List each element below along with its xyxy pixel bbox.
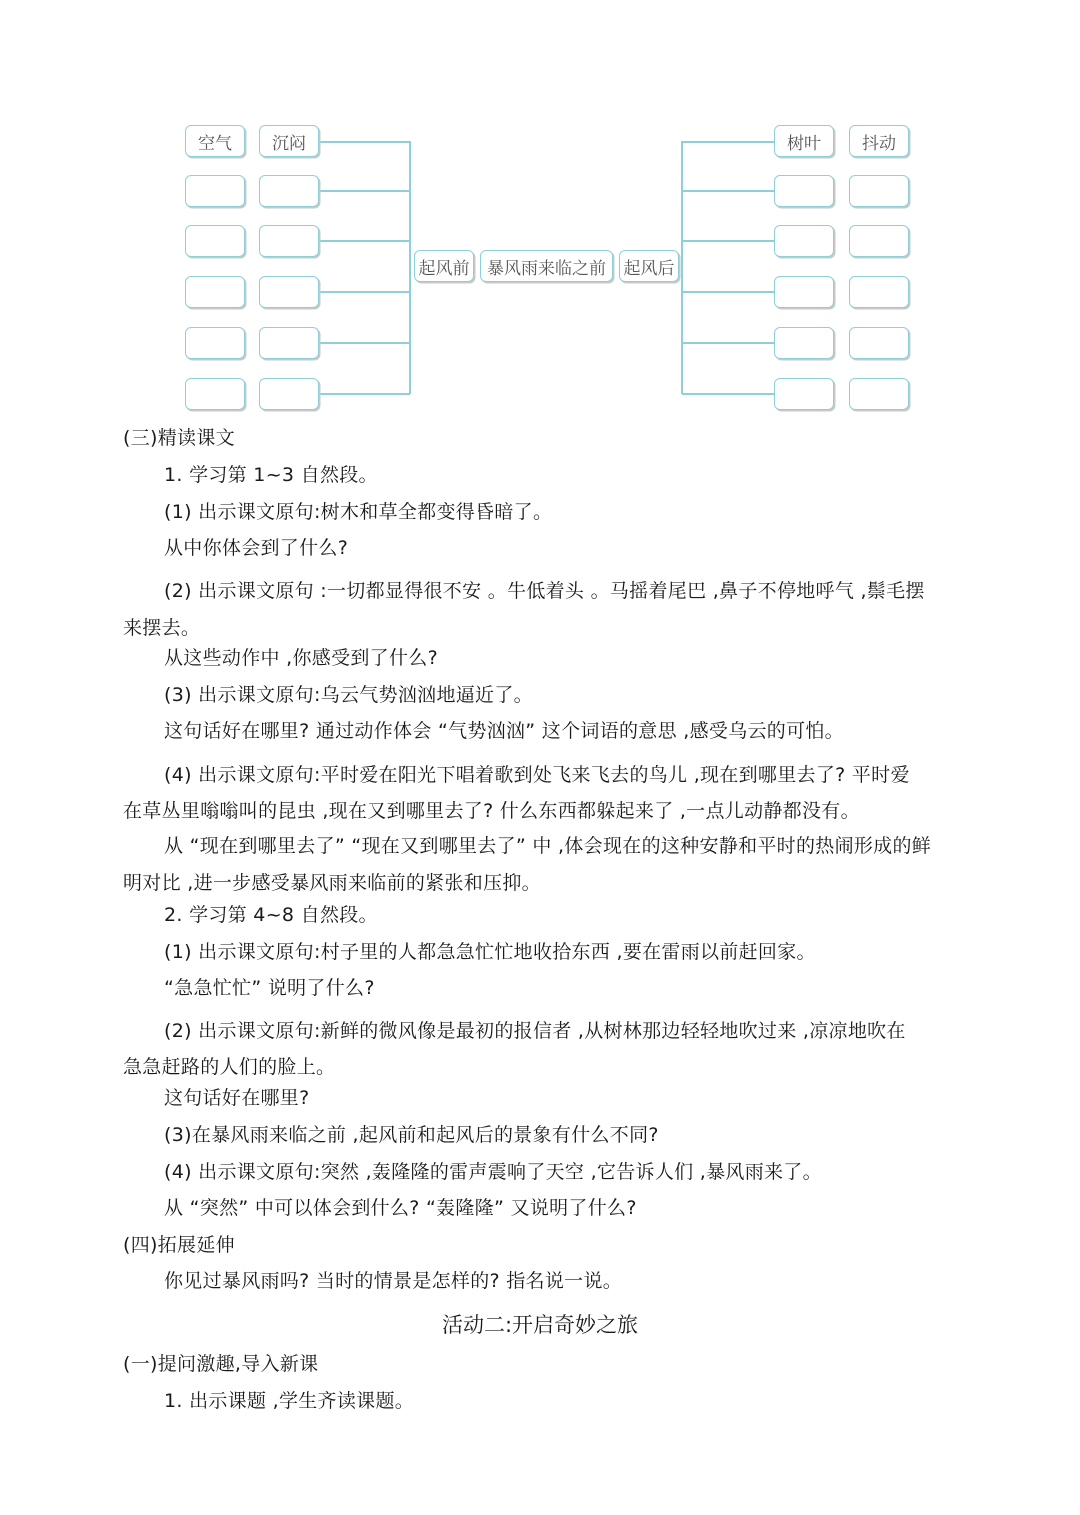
blank-box: [774, 276, 834, 308]
blank-box: [185, 378, 245, 410]
center-topic-box: 暴风雨来临之前: [480, 250, 613, 282]
connector: [320, 141, 410, 143]
blank-box: [774, 225, 834, 257]
right-label-box: 起风后: [619, 250, 679, 282]
blank-box: [259, 175, 319, 207]
blank-box: [774, 327, 834, 359]
activity2-title: 活动二:开启奇妙之旅: [441, 1313, 639, 1337]
blank-box: [849, 225, 909, 257]
connector: [682, 190, 774, 192]
part1-q1-prompt: 从中你体会到了什么?: [164, 537, 349, 559]
connector: [681, 141, 683, 394]
right-example-box-2: 抖动: [849, 125, 909, 157]
blank-box: [185, 175, 245, 207]
part1-heading: 1. 学习第 1~3 自然段。: [164, 464, 378, 486]
part1-q2-prompt: 从这些动作中 ,你感受到了什么?: [164, 647, 438, 669]
part1-q3-prompt: 这句话好在哪里? 通过动作体会 “气势汹汹” 这个词语的意思 ,感受乌云的可怕。: [164, 720, 844, 742]
blank-box: [774, 378, 834, 410]
connector: [682, 240, 774, 242]
left-example-box-2: 沉闷: [259, 125, 319, 157]
blank-box: [259, 276, 319, 308]
connector: [682, 141, 774, 143]
blank-box: [259, 225, 319, 257]
part1-q2-quote-line2: 来摆去。: [123, 617, 201, 639]
connector: [320, 342, 410, 344]
part1-q4-prompt-line2: 明对比 ,进一步感受暴风雨来临前的紧张和压抑。: [123, 872, 541, 894]
part1-q3-quote: (3) 出示课文原句:乌云气势汹汹地逼近了。: [164, 684, 533, 706]
part1-q4-quote-line2: 在草丛里嗡嗡叫的昆虫 ,现在又到哪里去了? 什么东西都躲起来了 ,一点儿动静都没有。: [123, 800, 860, 822]
connector: [320, 240, 410, 242]
part2-q1-quote: (1) 出示课文原句:村子里的人都急急忙忙地收拾东西 ,要在雷雨以前赶回家。: [164, 941, 816, 963]
connector: [320, 393, 410, 395]
part2-q4-prompt: 从 “突然” 中可以体会到什么? “轰隆隆” 又说明了什么?: [164, 1197, 637, 1219]
connector: [409, 141, 411, 394]
part1-q4-prompt-line1: 从 “现在到哪里去了” “现在又到哪里去了” 中 ,体会现在的这种安静和平时的热闹形成的鲜: [164, 835, 932, 857]
right-example-box-1: 树叶: [774, 125, 834, 157]
part2-q2-quote-line1: (2) 出示课文原句:新鲜的微风像是最初的报信者 ,从树林那边轻轻地吹过来 ,凉凉地吹在: [164, 1020, 906, 1042]
section3-heading: (三)精读课文: [123, 427, 235, 449]
part2-q3: (3)在暴风雨来临之前 ,起风前和起风后的景象有什么不同?: [164, 1124, 659, 1146]
part2-heading: 2. 学习第 4~8 自然段。: [164, 904, 378, 926]
blank-box: [849, 276, 909, 308]
connector: [682, 291, 774, 293]
blank-box: [259, 378, 319, 410]
part2-q2-quote-line2: 急急赶路的人们的脸上。: [123, 1056, 336, 1078]
blank-box: [185, 225, 245, 257]
part2-q1-prompt: “急急忙忙” 说明了什么?: [164, 977, 375, 999]
blank-box: [185, 327, 245, 359]
connector: [682, 393, 774, 395]
connector: [320, 291, 410, 293]
blank-box: [774, 175, 834, 207]
left-example-box-1: 空气: [185, 125, 245, 157]
blank-box: [185, 276, 245, 308]
blank-box: [849, 327, 909, 359]
blank-box: [259, 327, 319, 359]
section4-text: 你见过暴风雨吗? 当时的情景是怎样的? 指名说一说。: [164, 1270, 623, 1292]
part2-q2-prompt: 这句话好在哪里?: [164, 1087, 310, 1109]
part1-q4-quote-line1: (4) 出示课文原句:平时爱在阳光下唱着歌到处飞来飞去的鸟儿 ,现在到哪里去了? 平时爱: [164, 764, 910, 786]
left-label-box: 起风前: [414, 250, 474, 282]
section4-heading: (四)拓展延伸: [123, 1234, 235, 1256]
part1-q2-quote-line1: (2) 出示课文原句 :一切都显得很不安 。牛低着头 。马摇着尾巴 ,鼻子不停地呼气 ,鬃毛摆: [164, 580, 925, 602]
part1-q1-quote: (1) 出示课文原句:树木和草全都变得昏暗了。: [164, 501, 553, 523]
connector: [320, 190, 410, 192]
part2-q4-quote: (4) 出示课文原句:突然 ,轰隆隆的雷声震响了天空 ,它告诉人们 ,暴风雨来了。: [164, 1161, 822, 1183]
mind-map-diagram: [0, 0, 1080, 420]
blank-box: [849, 175, 909, 207]
activity2-subheading: (一)提问激趣,导入新课: [123, 1353, 319, 1375]
connector: [682, 342, 774, 344]
blank-box: [849, 378, 909, 410]
activity2-item1: 1. 出示课题 ,学生齐读课题。: [164, 1390, 415, 1412]
